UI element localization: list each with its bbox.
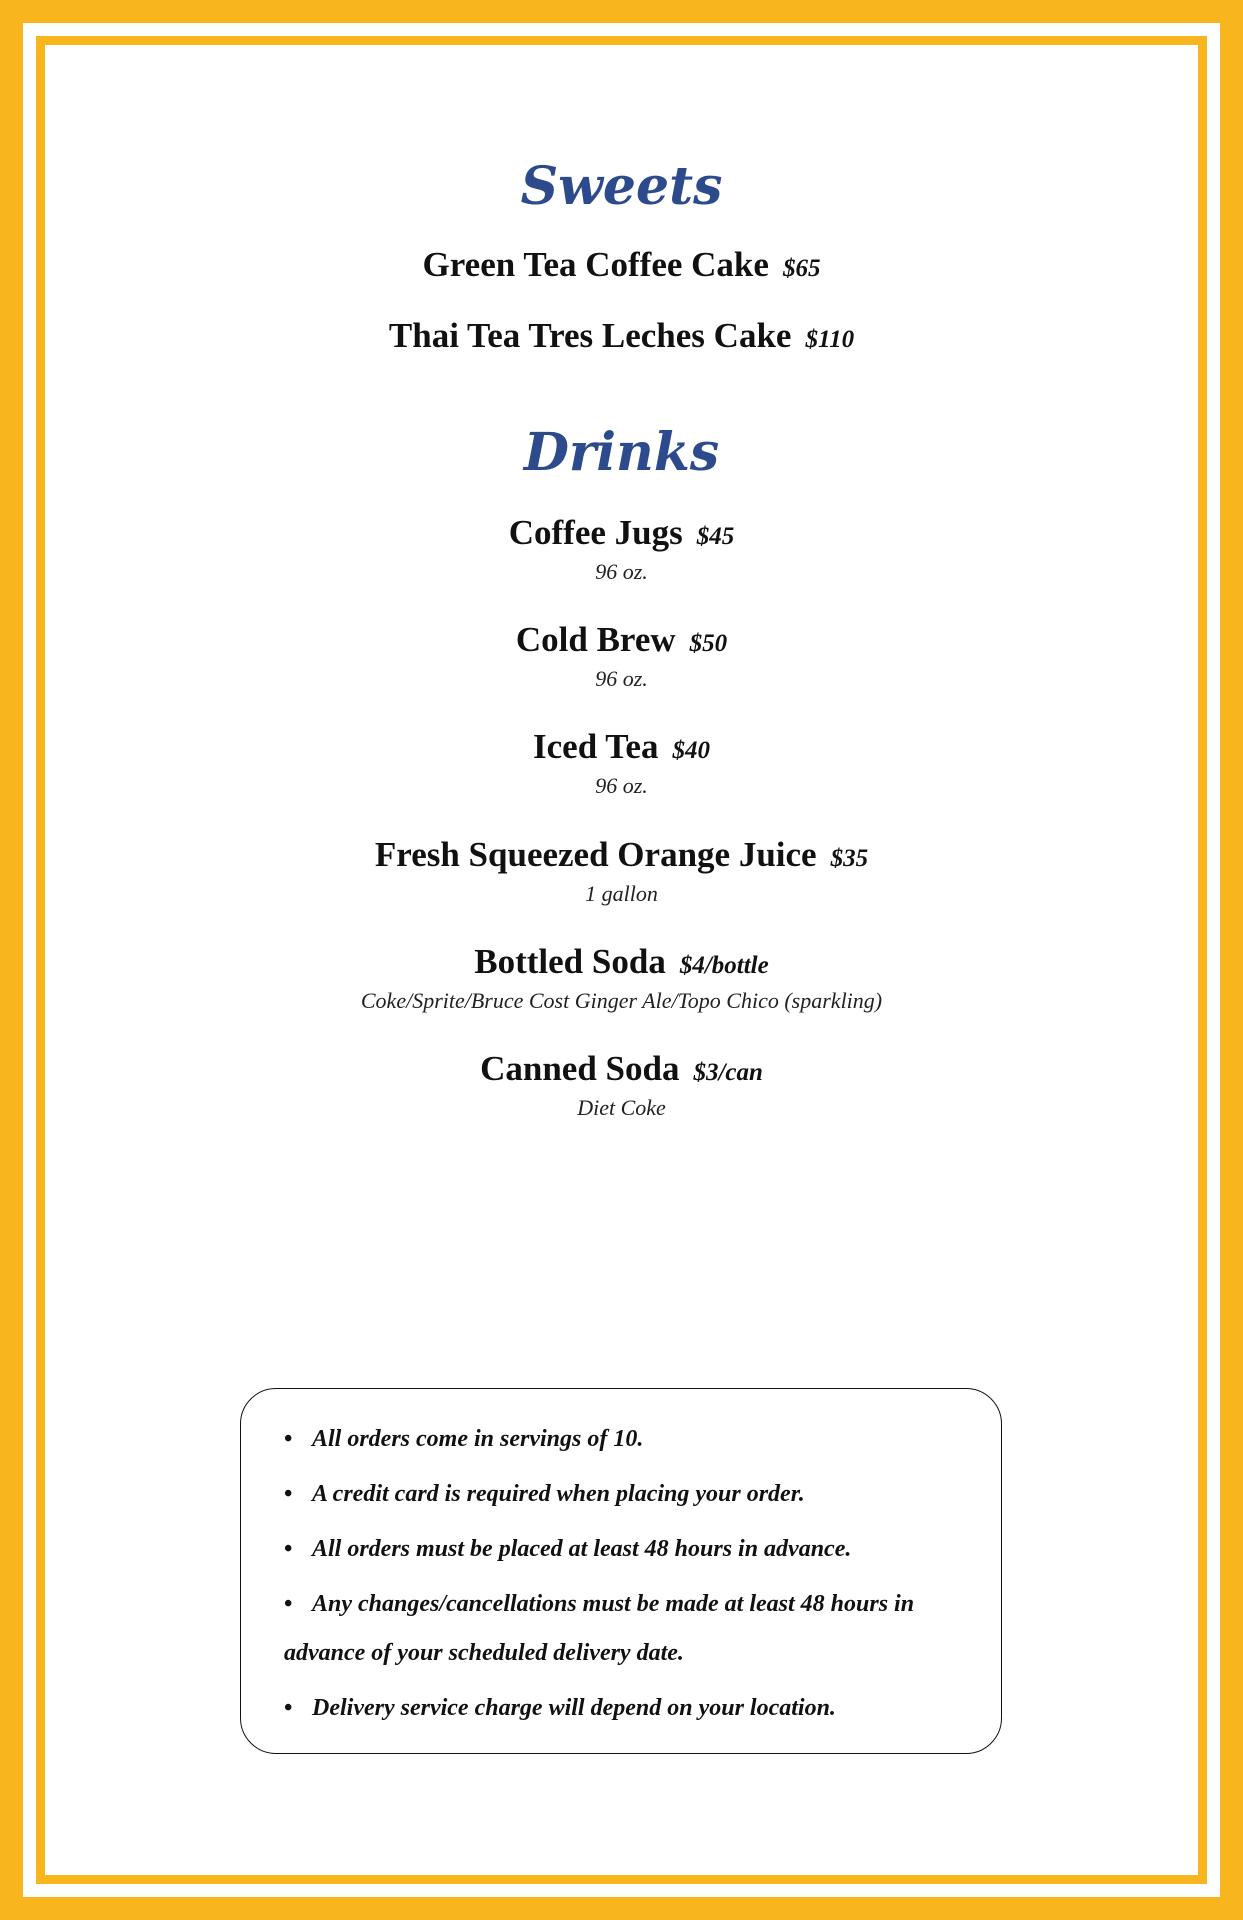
note-text: A credit card is required when placing your order.: [312, 1481, 805, 1507]
item-price: $4/bottle: [679, 952, 769, 979]
note-changes-cancellations: [284, 1580, 961, 1678]
menu-item-fresh-squeezed-orange-juice: [0, 835, 1243, 907]
bullet-icon: •: [284, 1591, 293, 1617]
item-name: Fresh Squeezed Orange Juice: [374, 835, 817, 874]
item-price: $40: [672, 737, 710, 764]
item-price: $50: [689, 630, 728, 657]
item-name: Bottled Soda: [474, 942, 666, 981]
menu-item-bottled-soda: [0, 942, 1243, 1014]
item-name: Thai Tea Tres Leches Cake: [388, 316, 792, 355]
note-text: Any changes/cancellations must be made at least 48 hours in advance of your scheduled delivery date.: [284, 1591, 915, 1666]
note-text: All orders come in servings of 10.: [312, 1426, 644, 1452]
item-name: Cold Brew: [515, 620, 676, 659]
item-price: $3/can: [693, 1059, 763, 1086]
item-name: Coffee Jugs: [508, 513, 683, 552]
item-name: Canned Soda: [480, 1049, 680, 1088]
item-price: $110: [805, 326, 855, 353]
menu-item-coffee-jugs: [0, 513, 1243, 585]
drinks-heading: Drinks: [523, 422, 720, 483]
item-name: Green Tea Coffee Cake: [422, 245, 769, 284]
note-credit-card: [284, 1470, 961, 1519]
bullet-icon: •: [284, 1695, 293, 1721]
item-description: 1 gallon: [585, 881, 658, 906]
menu-item-green-tea-coffee-cake: [0, 245, 1243, 285]
note-servings: [284, 1415, 961, 1464]
item-name: Iced Tea: [533, 727, 659, 766]
note-advance-order: [284, 1525, 961, 1574]
item-description: Diet Coke: [577, 1095, 666, 1120]
item-description: 96 oz.: [595, 773, 648, 798]
menu-item-thai-tea-tres-leches-cake: [0, 316, 1243, 356]
item-description: 96 oz.: [595, 666, 648, 691]
item-description: Coke/Sprite/Bruce Cost Ginger Ale/Topo Chico (sparkling): [360, 988, 883, 1013]
menu-item-iced-tea: [0, 727, 1243, 799]
bullet-icon: •: [284, 1426, 293, 1452]
item-description: 96 oz.: [595, 559, 648, 584]
note-delivery-charge: [284, 1684, 961, 1733]
item-price: $65: [782, 255, 821, 282]
bullet-icon: •: [284, 1481, 293, 1507]
menu-item-cold-brew: [0, 620, 1243, 692]
bullet-icon: •: [284, 1536, 293, 1562]
item-price: $45: [696, 523, 735, 550]
item-price: $35: [830, 845, 869, 872]
note-text: Delivery service charge will depend on your location.: [312, 1695, 836, 1721]
ordering-notes-box: [240, 1388, 1002, 1754]
sweets-heading: Sweets: [520, 156, 723, 217]
menu-item-canned-soda: [0, 1049, 1243, 1121]
note-text: All orders must be placed at least 48 hours in advance.: [312, 1536, 852, 1562]
